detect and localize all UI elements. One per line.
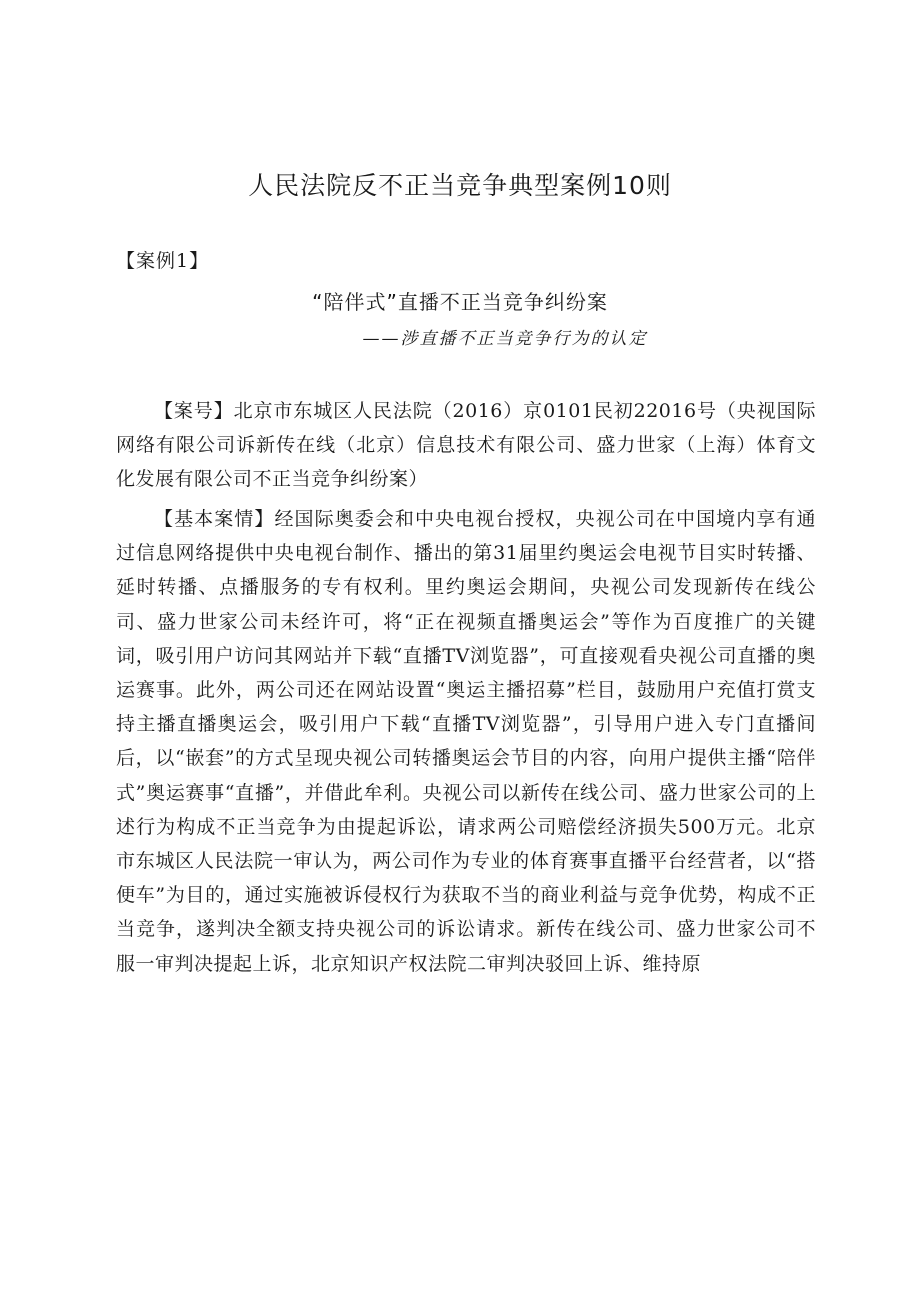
case-number-text: 北京市东城区人民法院（2016）京0101民初22016号（央视国际网络有限公司诉新传在线（北京）信息技术有限公司、盛力世家（上海）体育文化发展有限公司不正当竞争纠纷案） [116,400,816,491]
case-title: “陪伴式”直播不正当竞争纠纷案 [312,290,608,314]
case-number-label: 【案号】 [154,400,234,422]
case-number-paragraph [116,394,816,497]
document-title: 人民法院反不正当竞争典型案例10则 [248,171,672,200]
facts-label: 【基本案情】 [154,508,275,530]
facts-paragraph [116,502,816,981]
facts-text: 经国际奥委会和中央电视台授权，央视公司在中国境内享有通过信息网络提供中央电视台制作、播出的第31届里约奥运会电视节目实时转播、延时转播、点播服务的专有权利。里约奥运会期间，央视公司发现新传在线公司、盛力世家公司未经许可，将“正在视频直播奥运会”等作为百度推广的关键词，吸引用户访问其网站并下载“直播TV浏览器”，可直接观看央视公司直播的奥运赛事。此外，两公司还在网站设置“奥运主播招募”栏目，鼓励用户充值打赏支持主播直播奥运会，吸引用户下载“直播TV浏览器”，引导用户进入专门直播间后，以“嵌套”的方式呈现央视公司转播奥运会节目的内容，向用户提供主播“陪伴式”奥运赛事“直播”，并借此牟利。央视公司以新传在线公司、盛力世家公司的上述行为构成不正当竞争为由提起诉讼，请求两公司赔偿经济损失500万元。北京市东城区人民法院一审认为，两公司作为专业的体育赛事直播平台经营者，以“搭便车”为目的，通过实施被诉侵权行为获取不当的商业利益与竞争优势，构成不正当竞争，遂判决全额支持央视公司的诉讼请求。新传在线公司、盛力世家公司不服一审判决提起上诉，北京知识产权法院二审判决驳回上诉、维持原 [116,508,816,975]
case-label: 【案例1】 [116,250,210,272]
case-subtitle: ——涉直播不正当竞争行为的认定 [362,329,648,349]
